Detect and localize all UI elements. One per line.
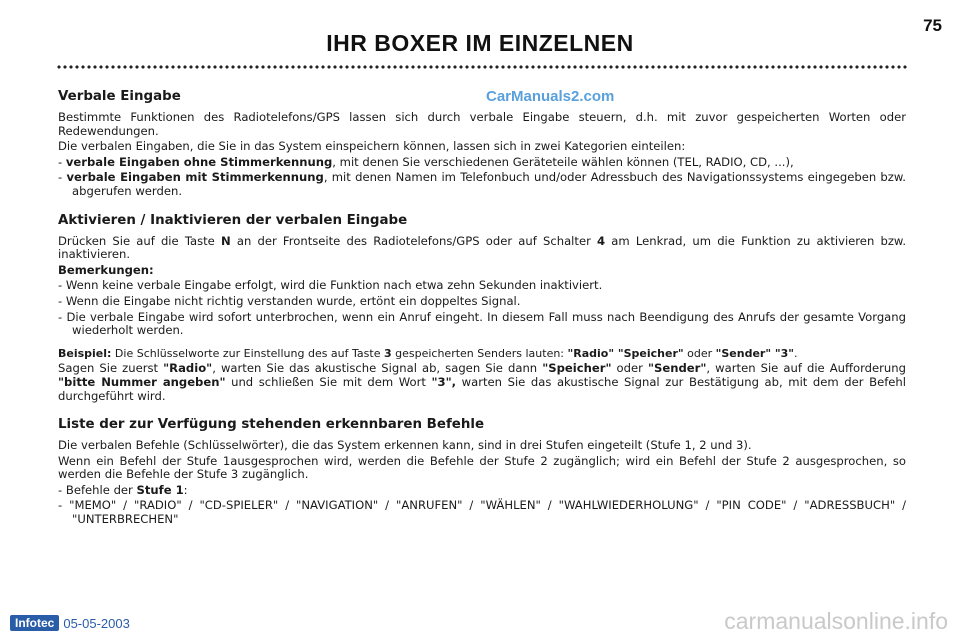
list-item: - Befehle der Stufe 1: xyxy=(58,482,188,497)
paragraph: Wenn ein Befehl der Stufe 1ausgesprochen wird, werden die Befehle der Stufe 2 zugänglich; wird ein Befehl der Stufe 2 ausgesprochen, so werden die Befehle der Stufe 3 zugänglich. xyxy=(58,453,906,482)
paragraph: Die verbalen Eingaben, die Sie in das System einspeichern können, lassen sich in zwei Kategorien einteilen: xyxy=(58,139,686,154)
page-title: IHR BOXER IM EINZELNEN xyxy=(326,30,634,56)
paragraph: Die verbalen Befehle (Schlüsselwörter), die das System erkennen kann, sind in drei Stufen eingeteilt (Stufe 1, 2 und 3). xyxy=(58,438,752,453)
paragraph: Drücken Sie auf die Taste N an der Frontseite des Radiotelefons/GPS oder auf Schalter 4 am Lenkrad, um die Funktion zu aktivieren bzw. inaktivieren. xyxy=(58,233,907,262)
example-paragraph: Sagen Sie zuerst "Radio", warten Sie das akustische Signal ab, sagen Sie dann "Speicher" oder "Sender", warten Sie auf die Aufforderung "bitte Nummer angeben" und schließen Sie mit dem Wort "3", warten Sie das akustische Signal zur Bestätigung ab, mit dem der Befehl durchgeführt wird. xyxy=(58,361,906,403)
dotted-divider xyxy=(56,64,908,70)
list-item: - "MEMO" / "RADIO" / "CD-SPIELER" / "NAVIGATION" / "ANRUFEN" / "WÄHLEN" / "WAHLWIEDERHOLUNG" / "PIN CODE" / "ADRESSBUCH" / "UNTERBRECHEN" xyxy=(58,498,906,527)
list-item: - Wenn keine verbale Eingabe erfolgt, wird die Funktion nach etwa zehn Sekunden inaktiviert. xyxy=(58,278,603,293)
remarks-label: Bemerkungen: xyxy=(58,262,154,277)
section-heading-verbale-eingabe: Verbale Eingabe xyxy=(58,89,181,104)
list-item: - verbale Eingaben ohne Stimmerkennung, mit denen Sie verschiedenen Geräteteile wählen können (TEL, RADIO, CD, ...), xyxy=(58,154,794,169)
infotec-logo: Infotec xyxy=(10,615,59,631)
example-line: Beispiel: Die Schlüsselworte zur Einstellung des auf Taste 3 gespeicherten Senders lauten: "Radio" "Speicher" oder "Sender" "3". xyxy=(58,346,798,360)
watermark-link-top[interactable]: CarManuals2.com xyxy=(486,88,615,105)
list-item: - Die verbale Eingabe wird sofort unterbrochen, wenn ein Anruf eingeht. In diesem Fall muss nach Beendigung des Anrufs der gesamte Vorgang wiederholt werden. xyxy=(58,309,906,338)
list-item: - verbale Eingaben mit Stimmerkennung, mit denen Namen im Telefonbuch und/oder Adressbuch des Navigationssystems eingegeben bzw. abgerufen werden. xyxy=(58,170,906,198)
section-heading-befehle: Liste der zur Verfügung stehenden erkennbaren Befehle xyxy=(58,417,485,433)
section-heading-aktivieren: Aktivieren / Inaktivieren der verbalen Eingabe xyxy=(58,212,408,228)
list-item: - Wenn die Eingabe nicht richtig verstanden wurde, ertönt ein doppeltes Signal. xyxy=(58,293,521,308)
watermark-link-bottom[interactable]: carmanualsonline.info xyxy=(724,608,948,634)
footer xyxy=(10,615,130,631)
page-content xyxy=(58,88,906,529)
page-number: 75 xyxy=(923,16,942,35)
footer-date: 05-05-2003 xyxy=(63,615,130,631)
paragraph: Bestimmte Funktionen des Radiotelefons/GPS lassen sich durch verbale Eingabe steuern, d.h. mit zuvor gespeicherten Worten oder Redewendungen. xyxy=(58,110,906,138)
